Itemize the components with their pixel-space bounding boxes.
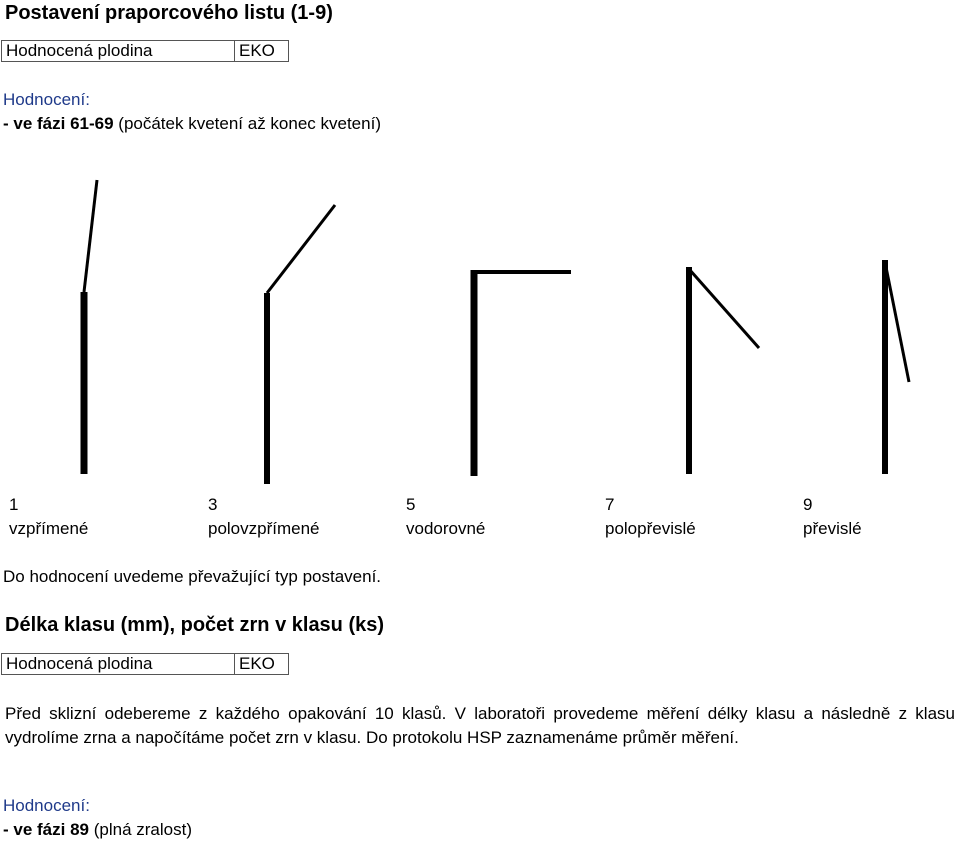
rating-note: Do hodnocení uvedeme převažující typ postavení. [3, 567, 382, 586]
score-label: polopřevislé [605, 519, 696, 538]
crop-value: EKO [235, 41, 289, 62]
phase-line-1 [3, 114, 381, 134]
phase-line-2 [3, 820, 192, 840]
leaf-9 [885, 262, 909, 382]
score-value: 3 [208, 495, 218, 514]
score-value: 9 [803, 495, 813, 514]
crop-label: Hodnocená plodina [2, 654, 235, 675]
score-5 [406, 493, 485, 541]
crop-value: EKO [235, 654, 289, 675]
leaf-position-diagram [0, 170, 959, 490]
leaf-3 [267, 205, 335, 293]
crop-table-2 [1, 653, 289, 675]
score-3 [208, 493, 320, 541]
phase-rest: (plná zralost) [89, 820, 192, 839]
score-value: 7 [605, 495, 615, 514]
score-label: vzpřímené [9, 519, 89, 538]
rating-label-1: Hodnocení: [3, 90, 90, 109]
crop-table-1 [1, 40, 289, 62]
leaf-1 [84, 180, 97, 292]
method-paragraph: Před sklizní odebereme z každého opakování 10 klasů. V laboratoři provedeme měření délky klasu a následně z klasu vydrolíme zrna a napočítáme počet zrn v klasu. Do protokolu HSP zaznamenáme průměr měření. [5, 704, 955, 747]
score-value: 1 [9, 495, 19, 514]
section1-title: Postavení praporcového listu (1-9) [5, 2, 333, 24]
phase-rest: (počátek kvetení až konec kvetení) [113, 114, 381, 133]
rating-label-2: Hodnocení: [3, 796, 90, 815]
section2-title: Délka klasu (mm), počet zrn v klasu (ks) [5, 614, 385, 636]
score-1 [9, 493, 88, 541]
score-9 [803, 493, 862, 541]
score-value: 5 [406, 495, 416, 514]
score-7 [605, 493, 696, 541]
phase-bold: - ve fázi 89 [3, 820, 89, 839]
score-label: převislé [803, 519, 862, 538]
crop-label: Hodnocená plodina [2, 41, 235, 62]
score-label: vodorovné [406, 519, 486, 538]
phase-bold: - ve fázi 61-69 [3, 114, 114, 133]
leaf-7 [689, 269, 759, 348]
score-label: polovzpřímené [208, 519, 320, 538]
